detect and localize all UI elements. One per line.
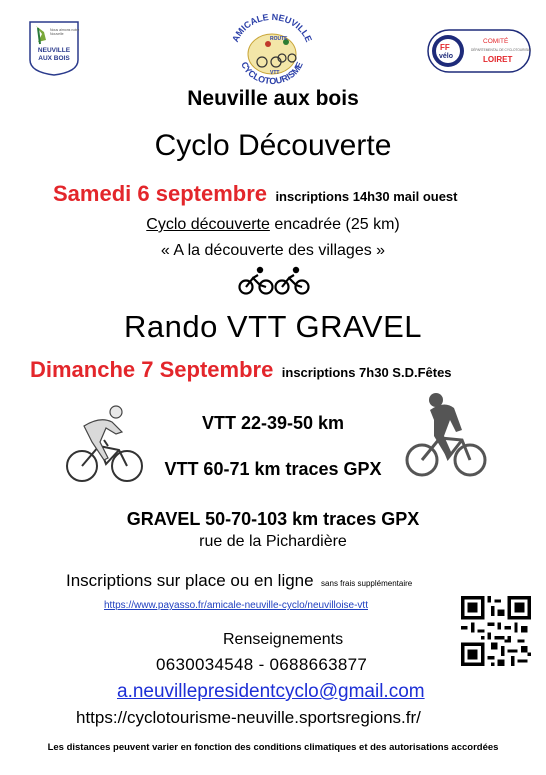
club-emblem-icon: [226, 12, 318, 88]
event1-inscription: inscriptions 14h30 mail ouest: [275, 189, 458, 204]
event2-vtt-short: VTT 22-39-50 km: [201, 413, 345, 433]
club-logo: [226, 12, 318, 88]
event2-date: Dimanche 7 Septembre: [30, 357, 274, 382]
town-logo-name: [28, 47, 80, 62]
event1-line2: « A la découverte des villages »: [160, 242, 386, 259]
dept-label: DÉPARTEMENTAL DE CYCLOTOURISME: [471, 48, 531, 52]
qr-code-icon[interactable]: [461, 596, 531, 666]
event1-title: Cyclo Découverte: [154, 129, 392, 162]
cyclists-icon: [238, 265, 312, 297]
ffvelo-loiret-logo: [427, 29, 531, 73]
town-logo-small-text: Nous aimons notre Nouvelle: [50, 28, 80, 36]
ff-label: FF: [440, 43, 450, 52]
event2-inscription: inscriptions 7h30 S.D.Fêtes: [281, 365, 452, 380]
event1-line1: [0, 216, 546, 234]
event2-date-line: [30, 357, 452, 383]
comite-label: COMITÉ: [483, 38, 509, 45]
contact-email[interactable]: a.neuvillepresidentcyclo@gmail.com: [117, 681, 425, 702]
club-arc-bottom: CYCLOTOURISME: [239, 60, 305, 87]
town-logo-line-1: NEUVILLE: [37, 47, 71, 54]
town-title: Neuville aux bois: [187, 87, 359, 110]
registration-small: sans frais supplémentaire: [321, 579, 413, 588]
club-vtt-label: VTT: [270, 70, 280, 76]
event2-title: Rando VTT GRAVEL: [123, 309, 423, 344]
event1-date-line: [53, 181, 458, 207]
event2-vtt-long: VTT 60-71 km traces GPX: [164, 459, 382, 479]
contact-website[interactable]: https://cyclotourisme-neuville.sportsregions.fr/: [76, 708, 421, 727]
contact-title: Renseignements: [223, 631, 344, 648]
velo-label: vélo: [439, 53, 454, 60]
club-arc-top: AMICALE NEUVILLE: [230, 12, 314, 44]
event1-line1-rest: encadrée (25 km): [269, 216, 400, 233]
loiret-label: LOIRET: [483, 55, 513, 64]
footer-note: Les distances peuvent varier en fonction des conditions climatiques et des autorisations accordées: [47, 742, 499, 753]
contact-phones: 0630034548 - 0688663877: [156, 655, 368, 674]
registration-link[interactable]: https://www.payasso.fr/amicale-neuville-cyclo/neuvilloise-vtt: [104, 600, 368, 611]
event1-line1-underlined: Cyclo découverte: [146, 216, 270, 233]
registration-main: Inscriptions sur place ou en ligne: [66, 571, 314, 590]
neuville-town-logo: [28, 20, 80, 76]
event2-street: rue de la Pichardière: [199, 533, 347, 550]
club-route-label: ROUTE: [270, 36, 288, 42]
town-logo-line-2: AUX BOIS: [38, 54, 70, 62]
ffvelo-badge-icon: [427, 29, 531, 73]
event2-gravel: GRAVEL 50-70-103 km traces GPX: [126, 509, 420, 529]
event1-date: Samedi 6 septembre: [53, 181, 267, 206]
registration-line: [66, 571, 412, 591]
